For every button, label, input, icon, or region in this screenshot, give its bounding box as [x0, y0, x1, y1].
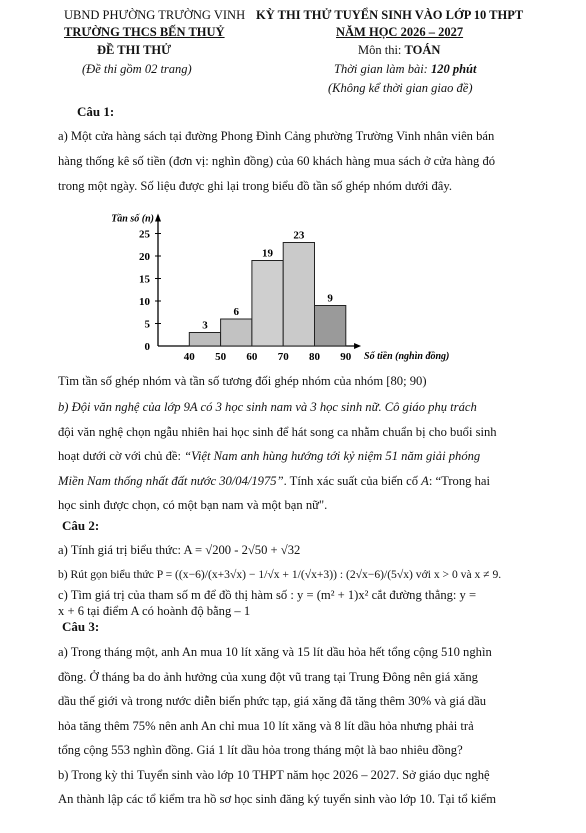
y-tick-label: 20 [139, 251, 150, 263]
y-tick-label: 10 [139, 296, 150, 308]
school-name: TRƯỜNG THCS BẾN THUỶ [64, 25, 225, 39]
q2-c-line1: c) Tìm giá trị của tham số m để đồ thị hàm số : y = (m² + 1)x² cắt đường thẳng: y = [58, 588, 477, 602]
q1-title: Câu 1: [77, 104, 115, 119]
time-line [334, 62, 476, 77]
x-tick-label: 50 [215, 351, 227, 363]
q3-a-line5: tổng cộng 553 nghìn đồng. Giá 1 lít dầu hỏa trong tháng một là bao nhiêu đồng? [58, 743, 463, 757]
histogram-bar [189, 333, 220, 347]
bar-data-label: 3 [202, 319, 208, 332]
y-axis-label: Tần số (n) [111, 213, 154, 225]
x-axis-label: Số tiền (nghìn đồng) [364, 351, 450, 362]
x-tick-label: 40 [183, 351, 195, 363]
time-prefix: Thời gian làm bài: [334, 62, 431, 76]
q3-a-line4: hỏa tăng thêm 75% nên anh An chỉ mua 10 lít xăng và 8 lít dầu hỏa nhưng phải trả [58, 719, 474, 733]
q1-b-line3-b: “Việt Nam anh hùng hướng tới kỷ niệm 51 năm giải phóng [184, 449, 481, 463]
q1-b-line3-a: hoạt dưới cờ với chủ đề: [58, 449, 185, 463]
q2-c-line2: x + 6 tại điểm A có hoành độ bằng – 1 [58, 604, 251, 618]
q1-b-line3 [58, 448, 480, 464]
bar-data-label: 6 [233, 306, 239, 318]
exam-title: KỲ THI THỬ TUYỂN SINH VÀO LỚP 10 THPT [256, 8, 524, 22]
q2-b: b) Rút gọn biểu thức P = ((x−6)/(x+3√x) − 1/√x + 1/(√x+3)) : (2√x−6)/(5√x) với x > 0 và x ≠ 9. [58, 568, 502, 581]
q3-title: Câu 3: [62, 619, 100, 634]
q3-a-line3: dầu thế giới và trong nước diễn biến phức tạp, giá xăng đã tăng thêm 30% và giá dầu [58, 694, 487, 708]
page-count-note: (Đề thi gồm 02 trang) [82, 62, 192, 76]
q3-b-line1: b) Trong kỳ thi Tuyển sinh vào lớp 10 THPT năm học 2026 – 2027. Sở giáo dục nghệ [58, 768, 490, 782]
time-value: 120 phút [430, 62, 477, 76]
x-tick-label: 60 [246, 351, 258, 363]
histogram-chart [0, 200, 586, 380]
x-tick-label: 90 [340, 351, 352, 363]
q3-a-line1: a) Trong tháng một, anh An mua 10 lít xăng và 15 lít dầu hỏa hết tổng cộng 510 nghìn [58, 645, 492, 659]
subject-prefix: Môn thi: [358, 43, 405, 57]
q1-b-line4-c: A [421, 474, 429, 488]
q1-b-line4 [58, 473, 490, 489]
subject-line [358, 43, 440, 58]
q1-a-line2: hàng thống kê số tiền (đơn vị: nghìn đồng) của 60 khách hàng mua sách ở cửa hàng đó [58, 154, 496, 168]
q1-b-line1: b) Đội văn nghệ của lớp 9A có 3 học sinh nam và 3 học sinh nữ. Cô giáo phụ trách [58, 400, 477, 414]
q1-b-line5: học sinh được chọn, có một bạn nam và một bạn nữ". [58, 498, 328, 512]
x-tick-label: 70 [277, 351, 289, 363]
y-tick-label: 25 [139, 228, 150, 241]
school-authority: UBND PHƯỜNG TRƯỜNG VINH [64, 8, 246, 22]
histogram-bar [283, 243, 314, 347]
y-tick-label: 5 [144, 318, 150, 331]
q2-title: Câu 2: [62, 518, 100, 533]
y-tick-label: 0 [144, 341, 150, 353]
q1-b-line4-d: : “Trong hai [428, 474, 490, 488]
q1-question: Tìm tần số ghép nhóm và tần số tương đối ghép nhóm của nhóm [80; 90) [58, 374, 427, 388]
school-year: NĂM HỌC 2026 – 2027 [336, 25, 464, 39]
histogram-bar [252, 261, 283, 347]
q2-a: a) Tính giá trị biểu thức: A = √200 - 2√50 + √32 [58, 543, 301, 557]
q1-a-line3: trong một ngày. Số liệu được ghi lại trong biểu đồ tần số ghép nhóm dưới đây. [58, 179, 453, 193]
x-axis-arrow [354, 343, 361, 349]
exam-type: ĐỀ THI THỬ [97, 43, 172, 57]
time-note: (Không kể thời gian giao đề) [328, 81, 473, 95]
q3-b-line2: An thành lập các tổ kiểm tra hồ sơ học sinh đăng ký tuyển sinh vào lớp 10. Tại tổ kiểm [58, 792, 497, 806]
bar-data-label: 23 [293, 229, 305, 242]
y-tick-label: 15 [139, 273, 150, 286]
y-axis-arrow [155, 214, 161, 222]
q3-a-line2: đồng. Ở tháng ba do ảnh hưởng của xung đột vũ trang tại Trung Đông nên giá xăng [58, 670, 478, 684]
subject-name: TOÁN [404, 43, 441, 57]
q1-a-line1: a) Một cửa hàng sách tại đường Phong Đình Cảng phường Trường Vinh nhân viên bán [58, 129, 495, 143]
x-tick-label: 80 [309, 351, 320, 363]
q1-b-line4-b: . Tính xác suất của biến cố [283, 474, 422, 488]
bar-data-label: 19 [262, 247, 274, 260]
histogram-bar [221, 319, 252, 346]
q1-b-line2: đội văn nghệ chọn ngẫu nhiên hai học sinh để hát song ca nhằm chuẩn bị cho buổi sinh [58, 425, 497, 439]
histogram-bar [315, 306, 346, 347]
q1-b-line4-a: Miền Nam thống nhất đất nước 30/04/1975” [58, 474, 284, 488]
bar-data-label: 9 [327, 292, 333, 305]
